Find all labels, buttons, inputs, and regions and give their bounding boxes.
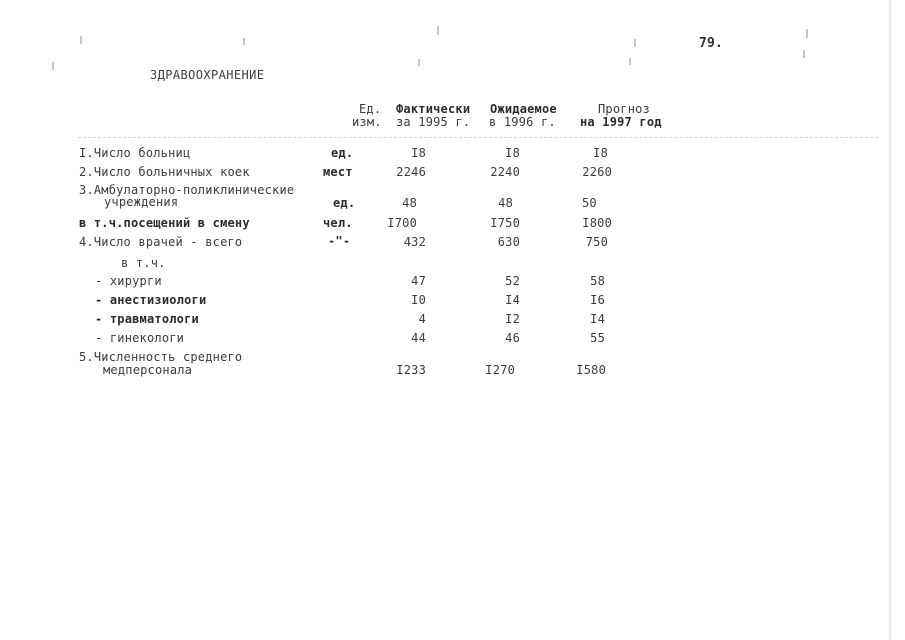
- row-forecast-value: 2260: [582, 165, 612, 179]
- row-fact-value: I0: [411, 293, 426, 307]
- scan-speck: [418, 59, 420, 66]
- row-label: в т.ч.: [121, 256, 166, 270]
- row-unit: мест: [323, 165, 353, 179]
- row-fact-value: I8: [411, 146, 426, 160]
- scan-speck: [437, 26, 439, 35]
- row-forecast-value: I6: [590, 293, 605, 307]
- column-header-forecast-line1: Прогноз: [598, 102, 650, 116]
- row-fact-value: 44: [411, 331, 426, 345]
- row-label: - анестизиологи: [95, 293, 207, 307]
- section-title: ЗДРАВООХРАНЕНИЕ: [150, 68, 265, 82]
- row-label-continuation: медперсонала: [103, 363, 193, 377]
- row-forecast-value: I800: [582, 216, 612, 230]
- column-header-fact-line1: Фактически: [396, 102, 471, 116]
- row-expected-value: 2240: [490, 165, 520, 179]
- row-expected-value: 52: [505, 274, 520, 288]
- row-unit: чел.: [323, 216, 353, 230]
- row-label: I.Число больниц: [79, 146, 191, 160]
- scan-speck: [803, 50, 805, 58]
- row-label: 2.Число больничных коек: [79, 165, 250, 179]
- row-expected-value: 630: [497, 235, 520, 249]
- row-expected-value: I750: [490, 216, 520, 230]
- page-number: 79.: [699, 36, 724, 51]
- row-expected-value: I270: [485, 363, 515, 377]
- row-forecast-value: 750: [585, 235, 608, 249]
- row-fact-value: I700: [387, 216, 417, 230]
- column-header-expected-line2: в 1996 г.: [489, 115, 556, 129]
- row-expected-value: 46: [505, 331, 520, 345]
- row-label: в т.ч.посещений в смену: [79, 216, 250, 230]
- column-header-unit-line1: Ед.: [359, 102, 382, 116]
- scan-speck: [80, 36, 82, 44]
- scan-speck: [52, 62, 54, 70]
- row-label: - гинекологи: [95, 331, 185, 345]
- row-label: - травматологи: [95, 312, 199, 326]
- row-forecast-value: I8: [593, 146, 608, 160]
- row-fact-value: 2246: [396, 165, 426, 179]
- scan-speck: [634, 39, 636, 47]
- column-header-unit-line2: изм.: [352, 115, 382, 129]
- row-fact-value: I233: [396, 363, 426, 377]
- row-expected-value: 48: [498, 196, 513, 210]
- row-unit: ед.: [333, 196, 356, 210]
- row-forecast-value: I4: [590, 312, 605, 326]
- scan-edge-right: [889, 0, 891, 640]
- row-fact-value: 48: [402, 196, 417, 210]
- row-expected-value: I4: [505, 293, 520, 307]
- row-label-part: 3.Амбулаторно-поликлинические: [79, 183, 295, 197]
- scan-speck: [629, 58, 631, 65]
- row-unit: -"-: [328, 234, 351, 248]
- row-label: 5.Численность среднего: [79, 350, 243, 364]
- row-label: 4.Число врачей - всего: [79, 235, 243, 249]
- row-expected-value: I8: [505, 146, 520, 160]
- row-label-continuation: учреждения: [104, 195, 179, 209]
- row-forecast-value: 58: [590, 274, 605, 288]
- row-forecast-value: 50: [582, 196, 597, 210]
- column-header-forecast-line2: на 1997 год: [580, 115, 662, 129]
- row-forecast-value: 55: [590, 331, 605, 345]
- row-unit: ед.: [331, 146, 354, 160]
- row-fact-value: 432: [403, 235, 426, 249]
- row-label: - хирурги: [95, 274, 162, 288]
- header-rule: [78, 137, 878, 138]
- scan-speck: [243, 38, 245, 45]
- row-expected-value: I2: [505, 312, 520, 326]
- column-header-fact-line2: за 1995 г.: [396, 115, 471, 129]
- row-fact-value: 47: [411, 274, 426, 288]
- row-forecast-value: I580: [576, 363, 606, 377]
- scan-speck: [806, 29, 808, 38]
- column-header-expected-line1: Ожидаемое: [490, 102, 557, 116]
- row-fact-value: 4: [418, 312, 426, 326]
